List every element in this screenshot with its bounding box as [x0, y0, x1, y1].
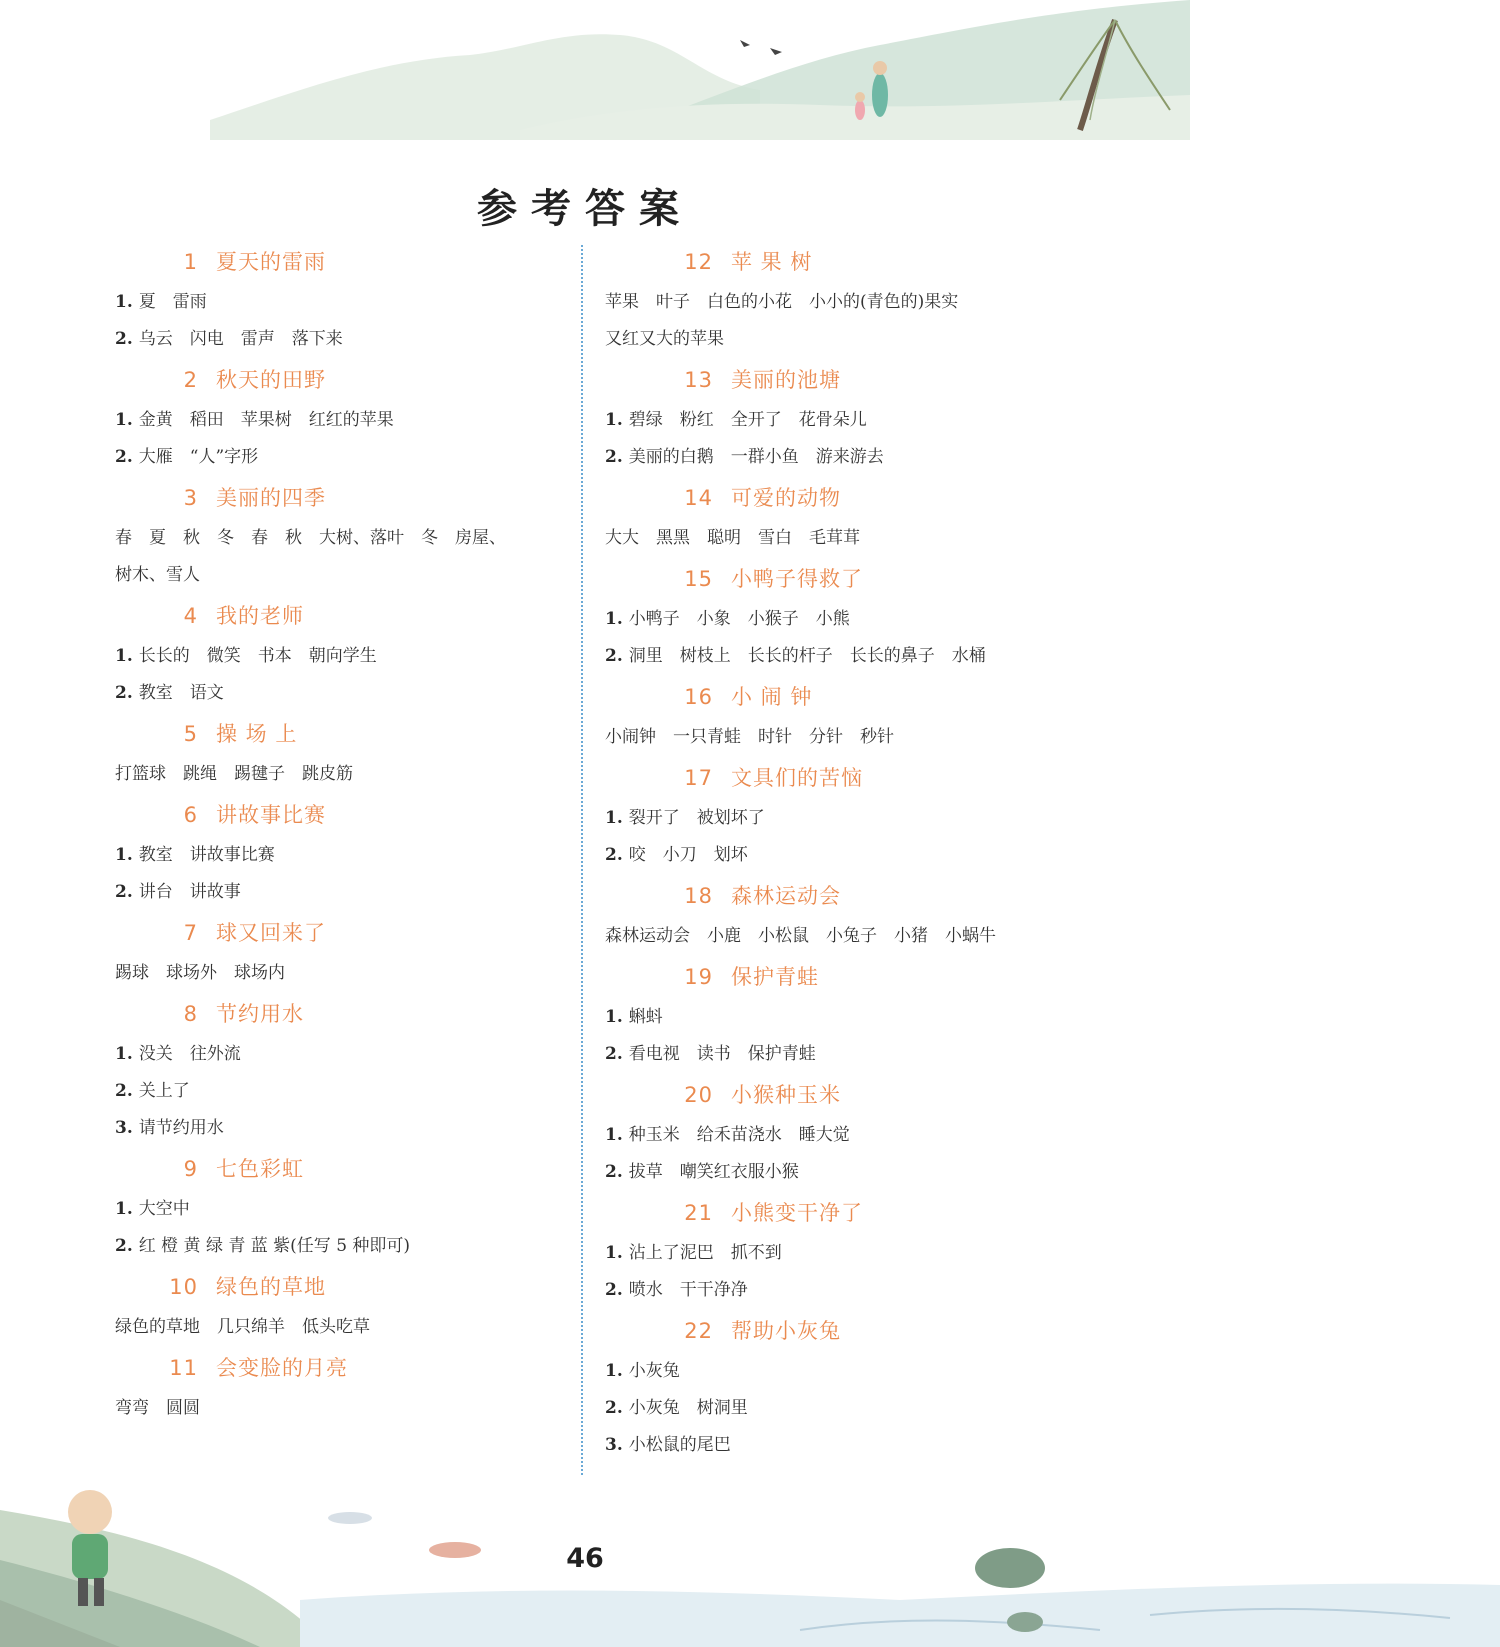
answer-line	[115, 1110, 585, 1147]
section-title	[605, 1191, 1075, 1235]
answer-text: 大大 黑黑 聪明 雪白 毛茸茸	[605, 528, 860, 548]
section-title	[605, 874, 1075, 918]
top-landscape-illustration	[0, 0, 1190, 140]
answer-index: 2.	[115, 447, 133, 467]
answer-line	[115, 1390, 585, 1427]
answer-index: 1.	[115, 646, 133, 666]
section-title	[605, 557, 1075, 601]
section-title-text: 我的老师	[216, 604, 304, 628]
answer-text: 长长的 微笑 书本 朝向学生	[138, 646, 377, 666]
section-number: 1	[183, 250, 198, 274]
section-number: 6	[183, 803, 198, 827]
section-title	[115, 712, 585, 756]
answer-index: 2.	[605, 447, 623, 467]
section-number: 14	[684, 486, 713, 510]
section-title-text: 夏天的雷雨	[216, 250, 326, 274]
answer-text: 春 夏 秋 冬 春 秋 大树、落叶 冬 房屋、	[115, 528, 506, 548]
answer-line	[115, 1073, 585, 1110]
section-title-text: 小 闹 钟	[731, 685, 813, 709]
page-number: 46	[566, 1543, 604, 1574]
answer-line	[605, 1427, 1075, 1464]
section-number: 20	[684, 1083, 713, 1107]
answer-line	[115, 402, 585, 439]
section-number: 5	[183, 722, 198, 746]
section-title	[115, 476, 585, 520]
answer-line	[115, 321, 585, 358]
answer-text: 拔草 嘲笑红衣服小猴	[628, 1162, 799, 1182]
section-title	[605, 1309, 1075, 1353]
answer-text: 苹果 叶子 白色的小花 小小的(青色的)果实	[605, 292, 959, 312]
answer-text: 红 橙 黄 绿 青 蓝 紫(任写 5 种即可)	[138, 1236, 411, 1256]
answer-line	[605, 601, 1075, 638]
section-title-text: 秋天的田野	[216, 368, 326, 392]
answer-text: 大空中	[138, 1199, 190, 1219]
answer-index: 2.	[115, 329, 133, 349]
answer-text: 又红又大的苹果	[605, 329, 724, 349]
section-number: 17	[684, 766, 713, 790]
answer-text: 金黄 稻田 苹果树 红红的苹果	[138, 410, 394, 430]
section-number: 16	[684, 685, 713, 709]
answer-index: 2.	[115, 882, 133, 902]
answer-text: 教室 语文	[138, 683, 224, 703]
section-title	[115, 594, 585, 638]
answer-line	[605, 638, 1075, 675]
answer-text: 小闹钟 一只青蛙 时针 分针 秒针	[605, 727, 894, 747]
answer-line	[605, 402, 1075, 439]
section-number: 18	[684, 884, 713, 908]
section-number: 19	[684, 965, 713, 989]
right-column	[605, 240, 1075, 1464]
section-number: 21	[684, 1201, 713, 1225]
section-number: 10	[169, 1275, 198, 1299]
answer-index: 3.	[605, 1435, 623, 1455]
answer-text: 弯弯 圆圆	[115, 1398, 200, 1418]
section-title-text: 球又回来了	[216, 921, 326, 945]
answer-index: 1.	[115, 1199, 133, 1219]
answer-text: 小灰兔	[628, 1361, 680, 1381]
section-title-text: 小猴种玉米	[731, 1083, 841, 1107]
section-title	[605, 240, 1075, 284]
answer-index: 3.	[115, 1118, 133, 1138]
answer-line	[115, 837, 585, 874]
left-column	[115, 240, 585, 1427]
answer-index: 2.	[605, 845, 623, 865]
section-title-text: 保护青蛙	[731, 965, 819, 989]
section-number: 15	[684, 567, 713, 591]
section-number: 9	[183, 1157, 198, 1181]
answer-text: 夏 雷雨	[138, 292, 207, 312]
answer-text: 沾上了泥巴 抓不到	[628, 1243, 782, 1263]
answer-line	[605, 1036, 1075, 1073]
section-number: 8	[183, 1002, 198, 1026]
answer-text: 喷水 干干净净	[628, 1280, 748, 1300]
answer-line	[605, 1272, 1075, 1309]
answer-line	[115, 439, 585, 476]
section-number: 7	[183, 921, 198, 945]
section-title-text: 可爱的动物	[731, 486, 841, 510]
section-title	[605, 955, 1075, 999]
answer-text: 小鸭子 小象 小猴子 小熊	[628, 609, 850, 629]
answer-line	[605, 439, 1075, 476]
answer-text: 小灰兔 树洞里	[628, 1398, 748, 1418]
answer-line	[115, 557, 585, 594]
answer-index: 1.	[605, 410, 623, 430]
section-number: 22	[684, 1319, 713, 1343]
answer-line	[115, 1191, 585, 1228]
section-title-text: 美丽的池塘	[731, 368, 841, 392]
answer-index: 1.	[115, 410, 133, 430]
answer-index: 1.	[115, 292, 133, 312]
answer-text: 讲台 讲故事	[138, 882, 241, 902]
answer-text: 关上了	[138, 1081, 190, 1101]
answer-text: 蝌蚪	[628, 1007, 663, 1027]
answer-index: 1.	[605, 1361, 623, 1381]
section-title	[605, 675, 1075, 719]
answer-line	[115, 955, 585, 992]
answer-text: 碧绿 粉红 全开了 花骨朵儿	[628, 410, 867, 430]
section-title	[115, 911, 585, 955]
answer-index: 1.	[115, 845, 133, 865]
answer-line	[605, 1353, 1075, 1390]
section-title-text: 讲故事比赛	[216, 803, 326, 827]
page-title: 参考答案	[477, 184, 693, 232]
answer-line	[605, 800, 1075, 837]
answer-line	[115, 1309, 585, 1346]
answer-index: 1.	[605, 808, 623, 828]
answer-text: 看电视 读书 保护青蛙	[628, 1044, 816, 1064]
section-title-text: 绿色的草地	[216, 1275, 326, 1299]
section-title-text: 小熊变干净了	[731, 1201, 863, 1225]
section-title	[115, 793, 585, 837]
answer-line	[605, 999, 1075, 1036]
answer-index: 2.	[115, 1081, 133, 1101]
answer-text: 树木、雪人	[115, 565, 200, 585]
answer-index: 2.	[605, 1044, 623, 1064]
answer-text: 森林运动会 小鹿 小松鼠 小兔子 小猪 小蜗牛	[605, 926, 996, 946]
answer-text: 乌云 闪电 雷声 落下来	[138, 329, 343, 349]
section-title	[115, 240, 585, 284]
section-title-text: 美丽的四季	[216, 486, 326, 510]
answer-index: 2.	[605, 646, 623, 666]
answer-text: 踢球 球场外 球场内	[115, 963, 285, 983]
answer-line	[605, 520, 1075, 557]
answer-index: 1.	[605, 1007, 623, 1027]
answer-line	[605, 284, 1075, 321]
section-number: 13	[684, 368, 713, 392]
answer-text: 绿色的草地 几只绵羊 低头吃草	[115, 1317, 370, 1337]
section-title	[605, 1073, 1075, 1117]
section-number: 3	[183, 486, 198, 510]
answer-line	[605, 1235, 1075, 1272]
answer-index: 1.	[605, 609, 623, 629]
answer-index: 1.	[605, 1125, 623, 1145]
section-title	[605, 756, 1075, 800]
answer-index: 1.	[605, 1243, 623, 1263]
answer-index: 2.	[605, 1280, 623, 1300]
answer-text: 请节约用水	[138, 1118, 224, 1138]
answer-text: 咬 小刀 划坏	[628, 845, 748, 865]
answer-line	[605, 837, 1075, 874]
answer-line	[115, 520, 585, 557]
answer-text: 大雁 “人”字形	[138, 447, 259, 467]
section-title-text: 苹 果 树	[731, 250, 813, 274]
answer-text: 种玉米 给禾苗浇水 睡大觉	[628, 1125, 850, 1145]
answer-index: 2.	[115, 683, 133, 703]
section-title	[605, 476, 1075, 520]
answer-line	[115, 756, 585, 793]
section-title	[115, 1147, 585, 1191]
section-title-text: 帮助小灰兔	[731, 1319, 841, 1343]
answer-line	[605, 321, 1075, 358]
answer-line	[115, 1228, 585, 1265]
answer-text: 教室 讲故事比赛	[138, 845, 275, 865]
answer-index: 2.	[115, 1236, 133, 1256]
section-title-text: 操 场 上	[216, 722, 298, 746]
answer-line	[115, 284, 585, 321]
answer-line	[605, 1390, 1075, 1427]
answer-index: 1.	[115, 1044, 133, 1064]
section-number: 4	[183, 604, 198, 628]
answer-text: 美丽的白鹅 一群小鱼 游来游去	[628, 447, 884, 467]
answer-line	[115, 675, 585, 712]
answer-index: 2.	[605, 1398, 623, 1418]
section-title-text: 会变脸的月亮	[216, 1356, 348, 1380]
section-title-text: 文具们的苦恼	[731, 766, 863, 790]
answer-index: 2.	[605, 1162, 623, 1182]
answer-text: 裂开了 被划坏了	[628, 808, 765, 828]
answer-line	[115, 638, 585, 675]
section-title-text: 节约用水	[216, 1002, 304, 1026]
answer-line	[605, 1117, 1075, 1154]
answer-text: 洞里 树枝上 长长的杆子 长长的鼻子 水桶	[628, 646, 986, 666]
section-title-text: 七色彩虹	[216, 1157, 304, 1181]
section-title-text: 小鸭子得救了	[731, 567, 863, 591]
section-number: 2	[183, 368, 198, 392]
answer-text: 小松鼠的尾巴	[628, 1435, 731, 1455]
answer-text: 没关 往外流	[138, 1044, 241, 1064]
section-title	[115, 1265, 585, 1309]
section-number: 11	[169, 1356, 198, 1380]
section-title	[115, 992, 585, 1036]
section-title-text: 森林运动会	[731, 884, 841, 908]
section-title	[115, 358, 585, 402]
answer-line	[115, 874, 585, 911]
answer-line	[605, 918, 1075, 955]
answer-line	[605, 1154, 1075, 1191]
answer-line	[605, 719, 1075, 756]
section-title	[115, 1346, 585, 1390]
section-number: 12	[684, 250, 713, 274]
section-title	[605, 358, 1075, 402]
answer-text: 打篮球 跳绳 踢毽子 跳皮筋	[115, 764, 353, 784]
answer-line	[115, 1036, 585, 1073]
